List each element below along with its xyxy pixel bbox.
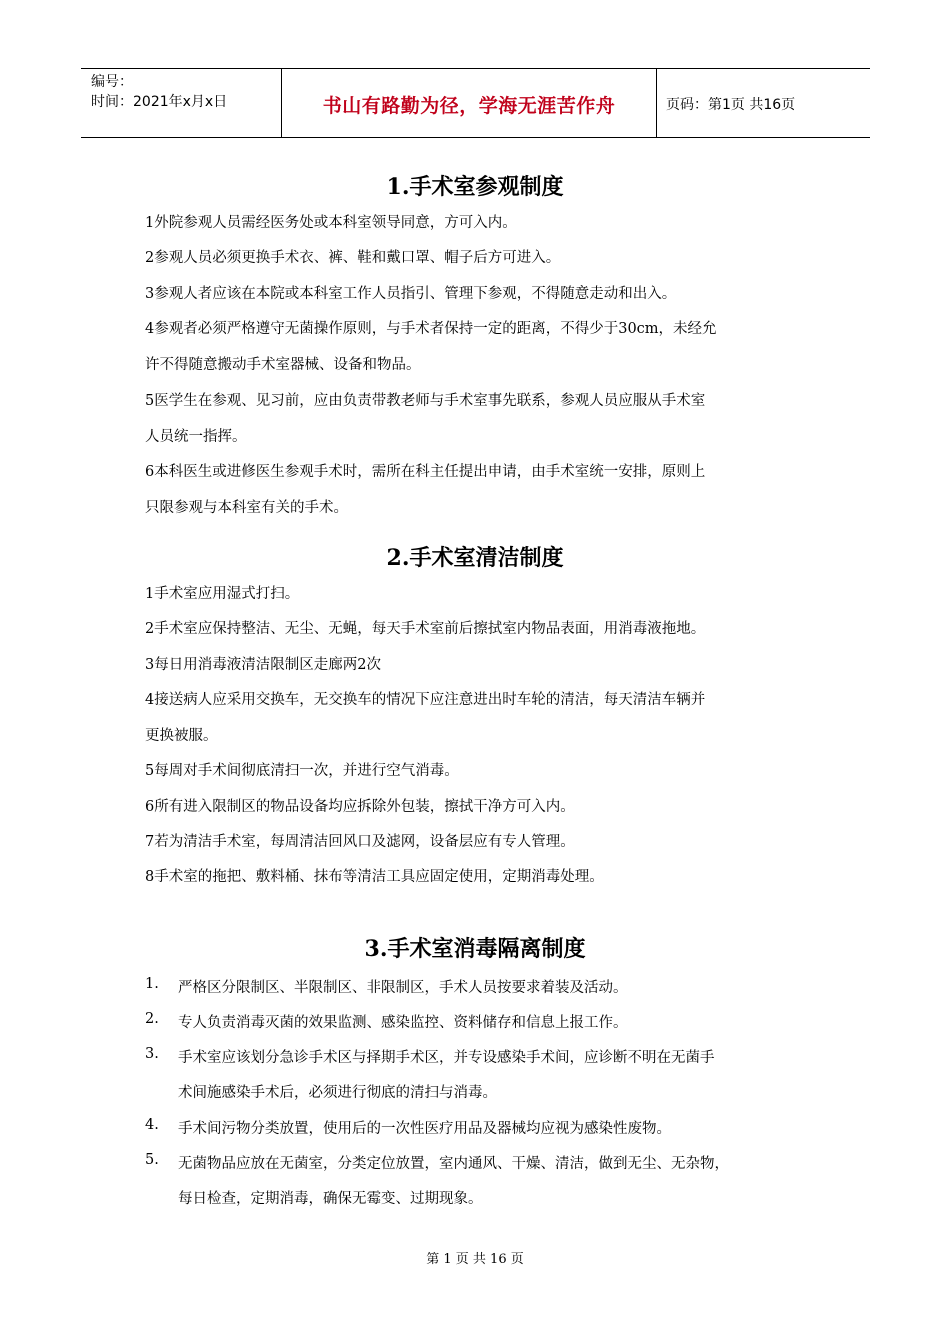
list-item-text: 无菌物品应放在无菌室，分类定位放置，室内通风、干燥、清洁，做到无尘、无杂物， — [178, 1156, 729, 1172]
section-1-line: 3参观人者应该在本院或本科室工作人员指引、管理下参观，不得随意走动和出入。 — [145, 286, 677, 302]
list-item-number: 4. — [145, 1117, 159, 1133]
section-2-line: 4接送病人应采用交换车，无交换车的情况下应注意进出时车轮的清洁，每天清洁车辆并 — [145, 692, 706, 708]
date-label: 时间：2021年x月x日 — [91, 94, 228, 110]
header-left-cell — [81, 69, 281, 137]
document-header — [81, 68, 870, 138]
code-label: 编号： — [91, 74, 133, 90]
section-2-line: 8手术室的拖把、敷料桶、抹布等清洁工具应固定使用，定期消毒处理。 — [145, 869, 604, 885]
section-2-line: 1手术室应用湿式打扫。 — [145, 586, 300, 602]
list-item-number: 1. — [145, 976, 159, 992]
section-2-line: 3每日用消毒液清洁限制区走廊两2次 — [145, 657, 381, 673]
section-1-line: 许不得随意搬动手术室器械、设备和物品。 — [145, 357, 421, 373]
page-info: 页码：第1页 共16页 — [666, 97, 796, 113]
header-motto-cell — [281, 69, 657, 137]
section-1-line: 5医学生在参观、见习前，应由负责带教老师与手术室事先联系，参观人员应服从手术室 — [145, 393, 706, 409]
header-page-cell — [656, 69, 870, 137]
section-1-line: 6本科医生或进修医生参观手术时，需所在科主任提出申请，由手术室统一安排，原则上 — [145, 464, 706, 480]
list-item-number: 3. — [145, 1046, 159, 1062]
section-1-line: 只限参观与本科室有关的手术。 — [145, 500, 348, 516]
section-2-line: 7若为清洁手术室，每周清洁回风口及滤网，设备层应有专人管理。 — [145, 834, 575, 850]
section-1-line: 2参观人员必须更换手术衣、裤、鞋和戴口罩、帽子后方可进入。 — [145, 250, 561, 266]
list-item-number: 5. — [145, 1152, 159, 1168]
list-item-text: 手术室应该划分急诊手术区与择期手术区，并专设感染手术间，应诊断不明在无菌手 — [178, 1050, 715, 1066]
section-2-line: 5每周对手术间彻底清扫一次，并进行空气消毒。 — [145, 763, 459, 779]
section-2-line: 更换被服。 — [145, 728, 218, 744]
list-item-text: 专人负责消毒灭菌的效果监测、感染监控、资料储存和信息上报工作。 — [178, 1015, 628, 1031]
section-1-line: 4参观者必须严格遵守无菌操作原则，与手术者保持一定的距离，不得少于30cm，未经允 — [145, 321, 717, 337]
section-1-line: 人员统一指挥。 — [145, 429, 247, 445]
motto: 书山有路勤为径，学海无涯苦作舟 — [322, 95, 616, 117]
list-item-number: 2. — [145, 1011, 159, 1027]
section-2-line: 6所有进入限制区的物品设备均应拆除外包装，擦拭干净方可入内。 — [145, 799, 575, 815]
page-footer: 第 1 页 共 16 页 — [426, 1252, 524, 1267]
section-3-title: 3.手术室消毒隔离制度 — [364, 936, 586, 962]
list-item-text: 严格区分限制区、半限制区、非限制区，手术人员按要求着装及活动。 — [178, 980, 628, 996]
list-item-text: 手术间污物分类放置，使用后的一次性医疗用品及器械均应视为感染性废物。 — [178, 1121, 671, 1137]
section-1-line: 1外院参观人员需经医务处或本科室领导同意，方可入内。 — [145, 215, 517, 231]
list-item-text: 每日检查，定期消毒，确保无霉变、过期现象。 — [178, 1191, 483, 1207]
list-item-text: 术间施感染手术后，必须进行彻底的清扫与消毒。 — [178, 1085, 497, 1101]
section-1-title: 1.手术室参观制度 — [386, 174, 564, 200]
section-2-title: 2.手术室清洁制度 — [386, 545, 564, 571]
section-2-line: 2手术室应保持整洁、无尘、无蝇，每天手术室前后擦拭室内物品表面，用消毒液拖地。 — [145, 621, 706, 637]
